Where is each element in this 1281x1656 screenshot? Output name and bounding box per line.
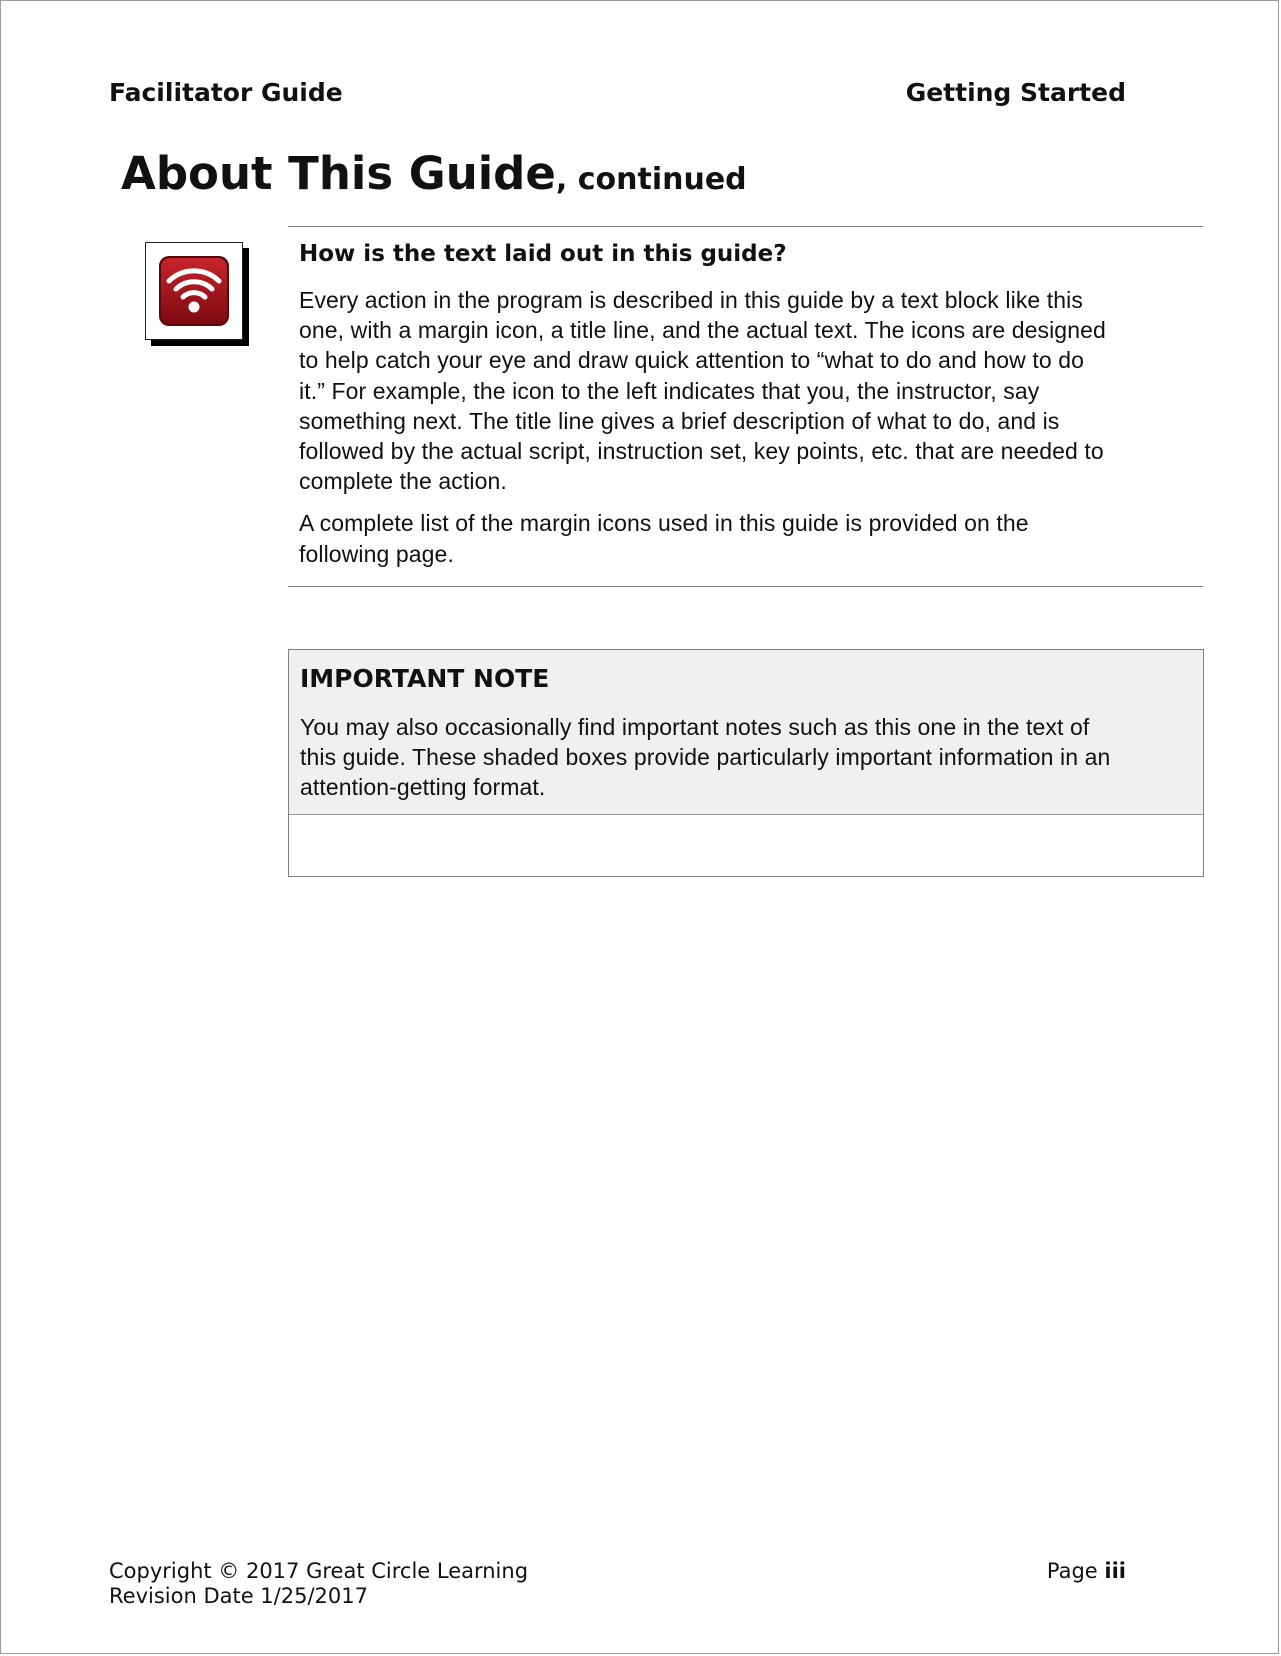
block-heading: How is the text laid out in this guide? xyxy=(299,241,787,267)
speak-icon xyxy=(158,255,230,327)
copyright-text: Copyright © 2017 Great Circle Learning xyxy=(109,1559,529,1583)
block-top-rule xyxy=(288,226,1203,227)
block-paragraph-1 xyxy=(299,285,1199,496)
paragraph-line: complete the action. xyxy=(299,468,507,495)
header-left: Facilitator Guide xyxy=(109,78,343,107)
paragraph-line: to help catch your eye and draw quick attention to “what to do and how to do xyxy=(299,347,1084,374)
margin-icon xyxy=(145,242,243,340)
revision-date: Revision Date 1/25/2017 xyxy=(109,1584,368,1608)
important-note-shade xyxy=(289,650,1203,815)
note-line: attention-getting format. xyxy=(300,774,546,801)
page-label: Page xyxy=(1046,1559,1098,1583)
header-right: Getting Started xyxy=(905,78,1126,107)
block-paragraph-2 xyxy=(299,508,1199,568)
page-title-main: About This Guide xyxy=(121,147,556,200)
paragraph-line: A complete list of the margin icons used in this guide is provided on the xyxy=(299,510,1029,537)
page-number-value: iii xyxy=(1104,1559,1126,1583)
important-note-box xyxy=(288,649,1204,877)
paragraph-line: something next. The title line gives a brief description of what to do, and is xyxy=(299,407,1060,434)
note-line: You may also occasionally find important notes such as this one in the text of xyxy=(300,714,1090,740)
paragraph-line: it.” For example, the icon to the left indicates that you, the instructor, say xyxy=(299,377,1040,404)
note-line: this guide. These shaded boxes provide particularly important information in an xyxy=(300,744,1111,771)
paragraph-line: one, with a margin icon, a title line, and the actual text. The icons are designed xyxy=(299,317,1106,344)
paragraph-line: Every action in the program is described in this guide by a text block like this xyxy=(299,287,1083,313)
paragraph-line: followed by the actual script, instruction set, key points, etc. that are needed to xyxy=(299,438,1104,465)
important-note-title: IMPORTANT NOTE xyxy=(300,664,550,693)
page-title xyxy=(121,147,747,200)
block-bottom-rule xyxy=(288,586,1203,587)
text-block xyxy=(299,241,1199,569)
page-title-suffix: , continued xyxy=(555,162,747,197)
important-note-text xyxy=(300,712,1190,803)
page-number xyxy=(1047,1559,1126,1584)
icon-frame xyxy=(145,242,243,340)
footer-left xyxy=(109,1559,528,1609)
paragraph-line: following page. xyxy=(299,540,454,567)
